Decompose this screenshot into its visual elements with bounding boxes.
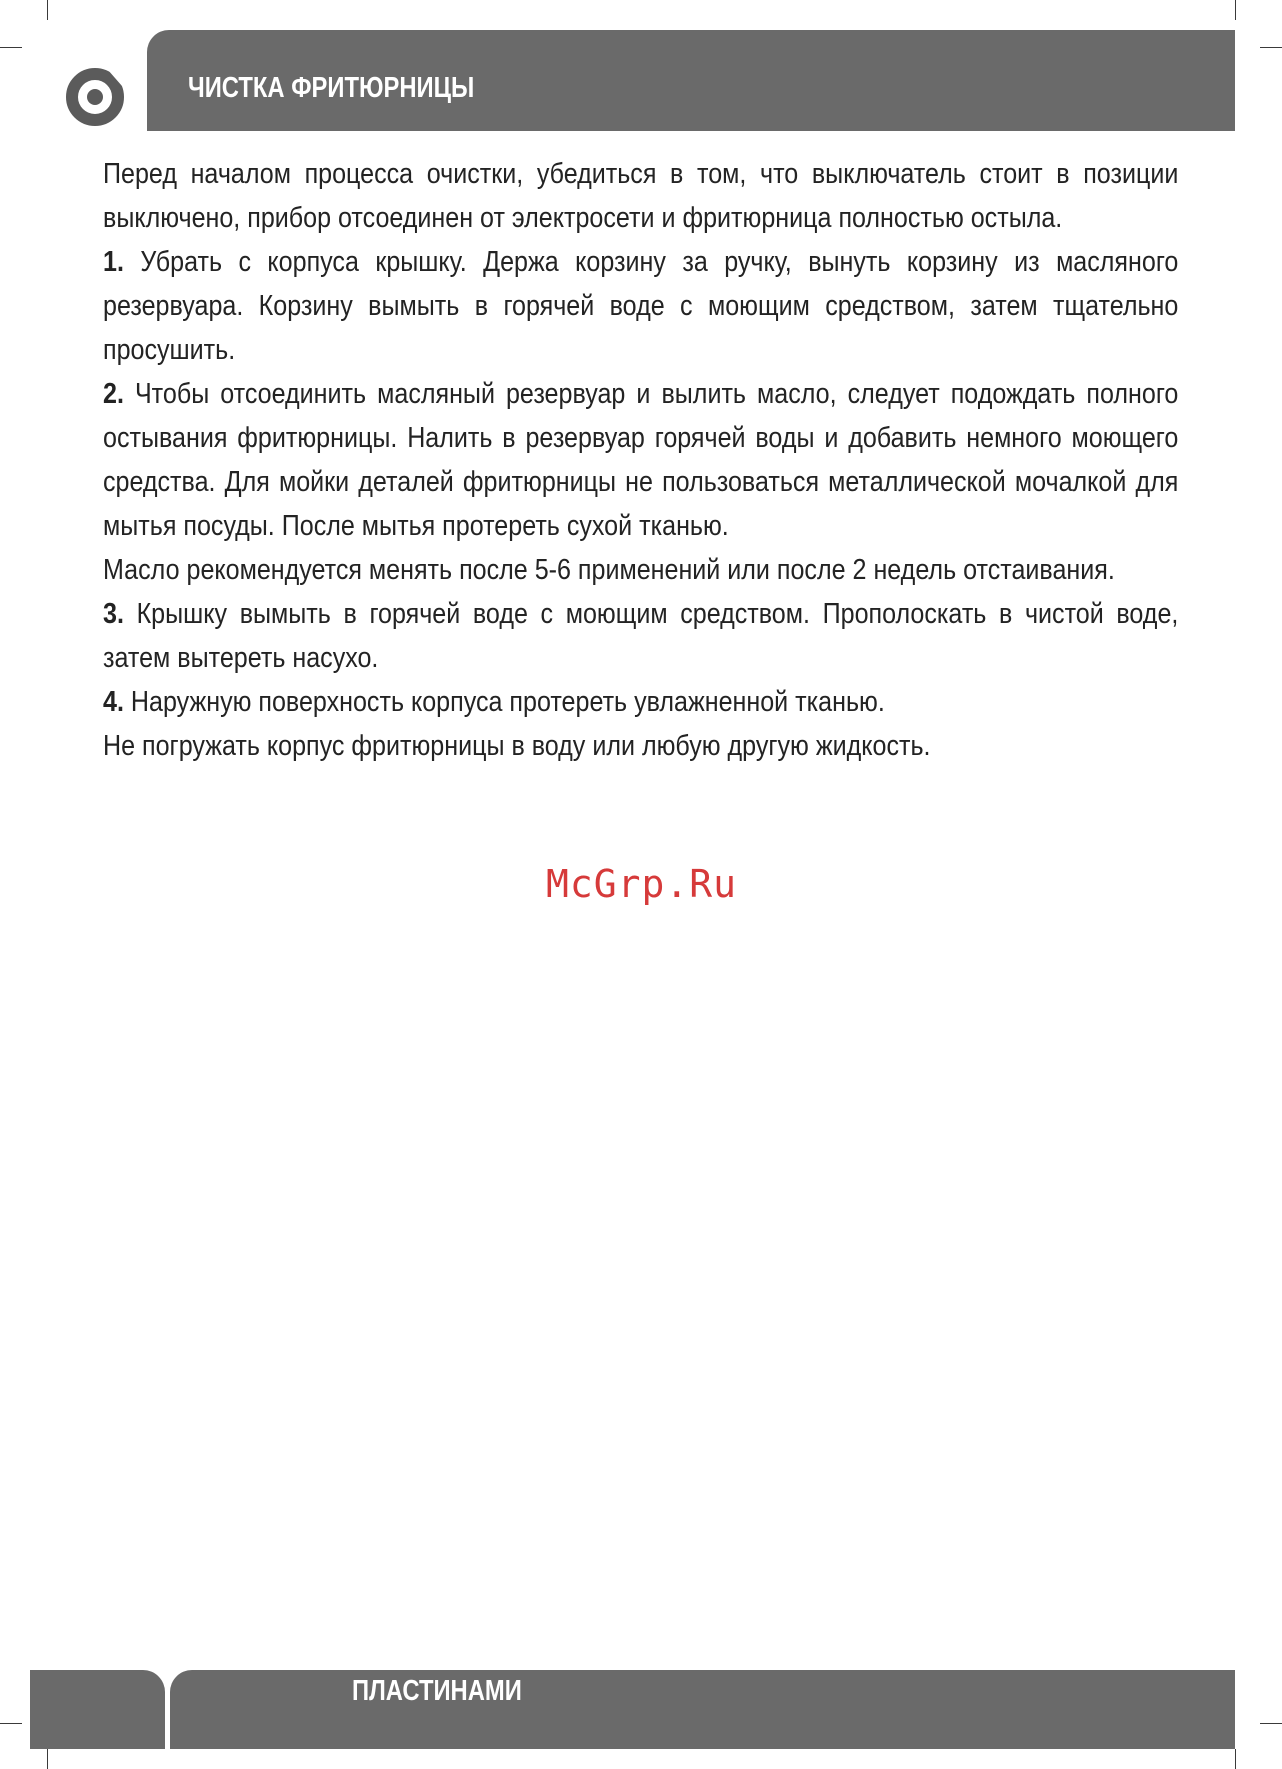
step-text: Крышку вымыть в горячей воде с моющим средством. Прополоскать в чистой воде, затем вытереть насухо. <box>103 598 1179 674</box>
footer-title: ПЛАСТИНАМИ <box>352 1675 522 1707</box>
footer-bar <box>170 1670 1235 1749</box>
step-number: 4. <box>103 686 124 718</box>
step-number: 2. <box>103 378 124 410</box>
step-3-paragraph <box>103 592 1178 680</box>
step-text: Чтобы отсоединить масляный резервуар и вылить масло, следует подождать полного остывания фритюрницы. Налить в резервуар горячей воды и добавить немного моющего средства. Для мойки деталей фритюрницы не пользоваться металлической мочалкой для мытья посуды. После мытья протереть сухой тканью. <box>103 378 1179 542</box>
step-number: 3. <box>103 598 124 630</box>
crop-mark <box>1235 1749 1236 1769</box>
step-4-paragraph <box>103 680 1178 724</box>
warning-paragraph: Не погружать корпус фритюрницы в воду или любую другую жидкость. <box>103 730 931 762</box>
document-body <box>103 152 1178 768</box>
crop-mark <box>0 1723 22 1724</box>
page-title: ЧИСТКА ФРИТЮРНИЦЫ <box>188 72 475 104</box>
crop-mark <box>1260 1723 1282 1724</box>
step-number: 1. <box>103 246 124 278</box>
watermark: McGrp.Ru <box>546 862 738 906</box>
crop-mark <box>1260 47 1282 48</box>
crop-mark <box>47 1749 48 1769</box>
intro-paragraph: Перед началом процесса очистки, убедиться в том, что выключатель стоит в позиции выключено, прибор отсоединен от электросети и фритюрница полностью остыла. <box>103 158 1179 234</box>
step-text: Наружную поверхность корпуса протереть увлажненной тканью. <box>130 686 885 718</box>
crop-mark <box>0 47 22 48</box>
crop-mark <box>1235 0 1236 20</box>
step-2-paragraph <box>103 372 1178 548</box>
step-text: Убрать с корпуса крышку. Держа корзину за ручку, вынуть корзину из масляного резервуара. Корзину вымыть в горячей воде с моющим средством, затем тщательно просушить. <box>103 246 1179 366</box>
crop-mark <box>47 0 48 20</box>
footer-page-tab <box>30 1670 165 1749</box>
oil-note-paragraph: Масло рекомендуется менять после 5-6 применений или после 2 недель отстаивания. <box>103 554 1115 586</box>
step-1-paragraph <box>103 240 1178 372</box>
brand-logo-icon <box>64 66 130 128</box>
